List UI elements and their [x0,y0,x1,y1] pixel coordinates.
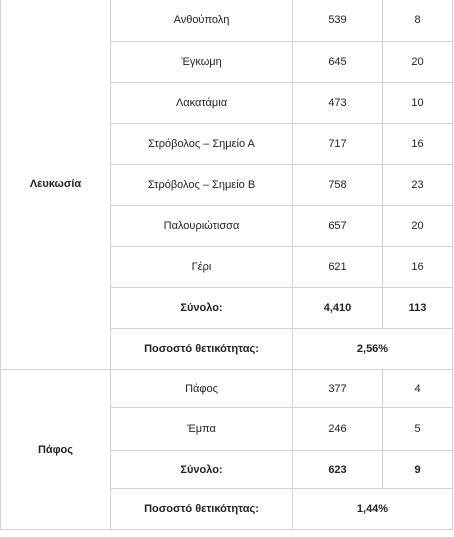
positives-cell: 5 [383,408,453,451]
tests-cell: 377 [293,370,383,408]
tests-cell: 657 [293,206,383,247]
total-label: Σύνολο: [111,451,293,489]
positives-cell: 4 [383,370,453,408]
total-tests-cell: 623 [293,451,383,489]
table-row [1,0,453,42]
site-name-cell: Ανθούπολη [111,0,293,42]
site-name-cell: Έμπα [111,408,293,451]
site-name-cell: Στρόβολος – Σημείο Α [111,124,293,165]
site-name-cell: Λακατάμια [111,83,293,124]
tests-cell: 645 [293,42,383,83]
tests-cell: 539 [293,0,383,42]
positives-cell: 20 [383,42,453,83]
district-name-cell: Πάφος [1,370,111,530]
tests-cell: 246 [293,408,383,451]
rate-label: Ποσοστό θετικότητας: [111,489,293,530]
site-name-cell: Πάφος [111,370,293,408]
tests-cell: 473 [293,83,383,124]
rate-value-cell: 2,56% [293,329,453,370]
table-row [1,370,453,408]
total-label: Σύνολο: [111,288,293,329]
positives-cell: 16 [383,247,453,288]
total-positives-cell: 113 [383,288,453,329]
tests-cell: 621 [293,247,383,288]
positives-cell: 10 [383,83,453,124]
positives-cell: 8 [383,0,453,42]
tests-cell: 717 [293,124,383,165]
tests-cell: 758 [293,165,383,206]
site-name-cell: Στρόβολος – Σημείο Β [111,165,293,206]
total-positives-cell: 9 [383,451,453,489]
rate-value-cell: 1,44% [293,489,453,530]
positives-cell: 16 [383,124,453,165]
site-name-cell: Γέρι [111,247,293,288]
district-name-cell: Λευκωσία [1,0,111,370]
rate-label: Ποσοστό θετικότητας: [111,329,293,370]
site-name-cell: Έγκωμη [111,42,293,83]
site-name-cell: Παλουριώτισσα [111,206,293,247]
positives-cell: 20 [383,206,453,247]
positives-cell: 23 [383,165,453,206]
total-tests-cell: 4,410 [293,288,383,329]
